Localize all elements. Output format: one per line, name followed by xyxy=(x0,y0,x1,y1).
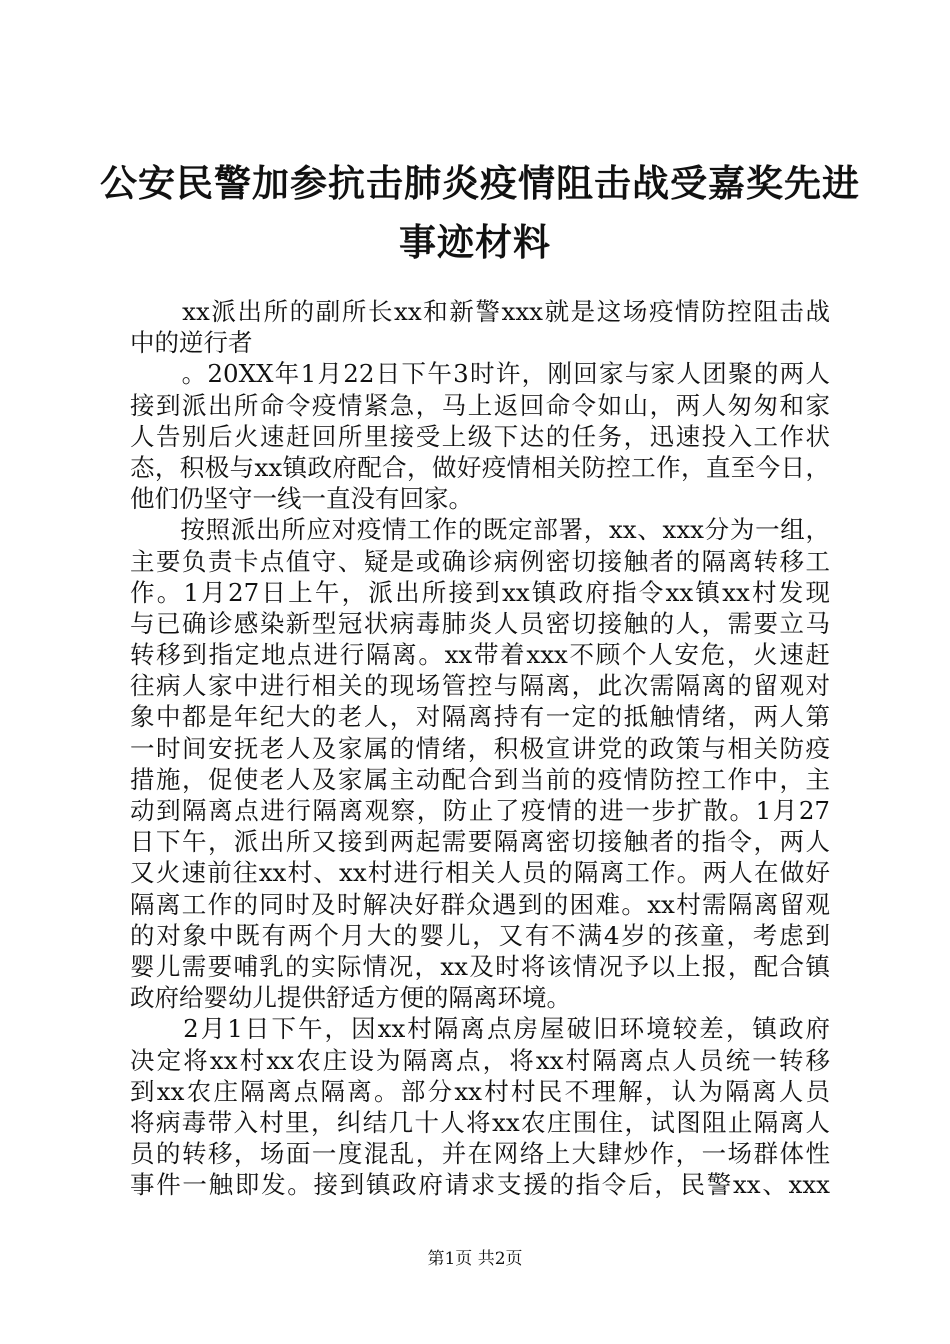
body-line: 往病人家中进行相关的现场管控与隔离，此次需隔离的留观对 xyxy=(130,671,830,701)
body-line: 主要负责卡点值守、疑是或确诊病例密切接触者的隔离转移工 xyxy=(130,546,830,576)
page-footer: 第1页 共2页 xyxy=(427,1249,523,1269)
body-line: 政府给婴幼儿提供舒适方便的隔离环境。 xyxy=(130,983,571,1013)
body-line: 日下午，派出所又接到两起需要隔离密切接触者的指令，两人 xyxy=(130,827,830,857)
body-line: 按照派出所应对疫情工作的既定部署，xx、xxx分为一组， xyxy=(130,515,830,545)
body-line: 将病毒带入村里，纠结几十人将xx农庄围住，试图阻止隔离人 xyxy=(130,1107,830,1137)
document-title-line-1: 公安民警加参抗击肺炎疫情阻击战受嘉奖先进 xyxy=(100,161,860,205)
body-line: 婴儿需要哺乳的实际情况，xx及时将该情况予以上报，配合镇 xyxy=(130,951,830,981)
body-line: 事件一触即发。接到镇政府请求支援的指令后，民警xx、xxx xyxy=(130,1170,830,1200)
body-line: 员的转移，场面一度混乱，并在网络上大肆炒作，一场群体性 xyxy=(130,1139,830,1169)
body-line: 的对象中既有两个月大的婴儿，又有不满4岁的孩童，考虑到 xyxy=(130,920,830,950)
body-line: 措施，促使老人及家属主动配合到当前的疫情防控工作中，主 xyxy=(130,764,830,794)
body-line: 接到派出所命令疫情紧急，马上返回命令如山，两人匆匆和家 xyxy=(130,390,830,420)
body-line: 决定将xx村xx农庄设为隔离点，将xx村隔离点人员统一转移 xyxy=(130,1045,830,1075)
body-line: 一时间安抚老人及家属的情绪，积极宣讲党的政策与相关防疫 xyxy=(130,733,830,763)
body-line: xx派出所的副所长xx和新警xxx就是这场疫情防控阻击战 xyxy=(130,297,830,326)
body-line: 与已确诊感染新型冠状病毒肺炎人员密切接触的人，需要立马 xyxy=(130,608,830,638)
body-line: 中的逆行者 xyxy=(130,328,253,358)
document-body xyxy=(130,296,830,1200)
body-line: 人告别后火速赶回所里接受上级下达的任务，迅速投入工作状 xyxy=(130,421,830,451)
body-line: 象中都是年纪大的老人，对隔离持有一定的抵触情绪，两人第 xyxy=(130,702,830,732)
body-line: 隔离工作的同时及时解决好群众遇到的困难。xx村需隔离留观 xyxy=(130,889,830,919)
body-line: 。20XX年1月22日下午3时许，刚回家与家人团聚的两人 xyxy=(130,359,830,389)
document-title-line-2: 事迹材料 xyxy=(399,220,551,264)
body-line: 他们仍坚守一线一直没有回家。 xyxy=(130,484,473,514)
body-line: 态，积极与xx镇政府配合，做好疫情相关防控工作，直至今日， xyxy=(130,452,830,482)
body-line: 2月1日下午，因xx村隔离点房屋破旧环境较差，镇政府 xyxy=(130,1014,830,1044)
body-line: 动到隔离点进行隔离观察，防止了疫情的进一步扩散。1月27 xyxy=(130,796,830,825)
body-line: 转移到指定地点进行隔离。xx带着xxx不顾个人安危，火速赶 xyxy=(130,640,830,670)
body-line: 作。1月27日上午，派出所接到xx镇政府指令xx镇xx村发现 xyxy=(130,577,830,607)
body-line: 又火速前往xx村、xx村进行相关人员的隔离工作。两人在做好 xyxy=(130,858,830,888)
body-line: 到xx农庄隔离点隔离。部分xx村村民不理解，认为隔离人员 xyxy=(130,1076,830,1106)
